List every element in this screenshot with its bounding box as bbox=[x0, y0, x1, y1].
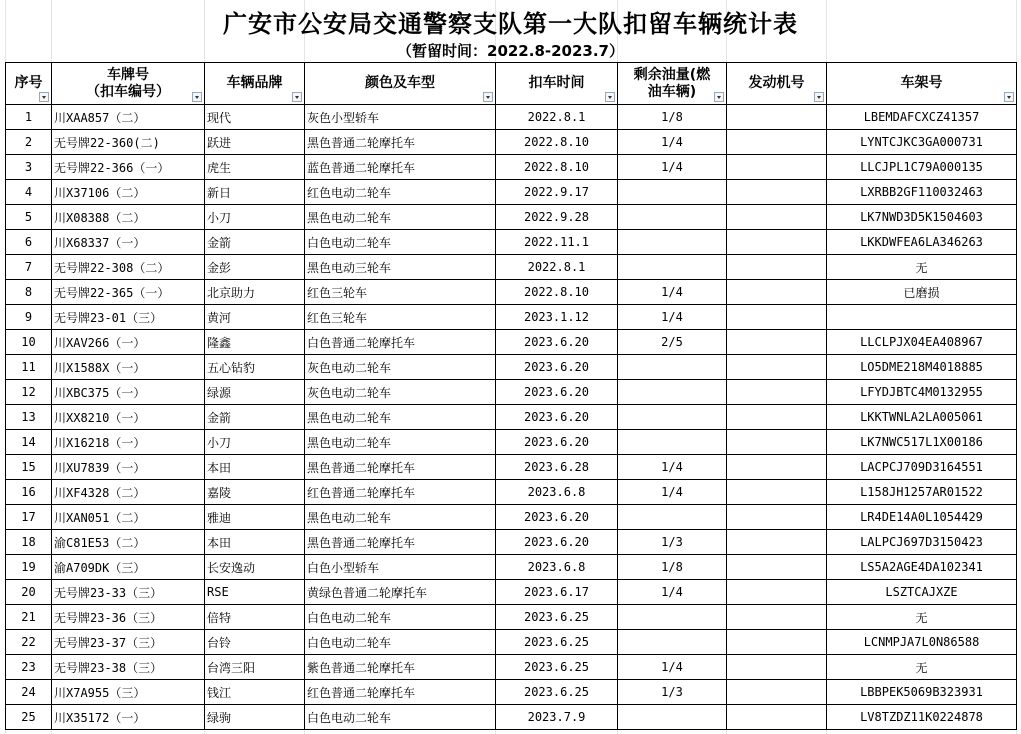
cell-brand[interactable]: 跃进 bbox=[205, 130, 305, 155]
cell-plate[interactable]: 无号牌22-360(二) bbox=[52, 130, 205, 155]
cell-vin[interactable]: LACPCJ709D3164551 bbox=[827, 455, 1017, 480]
cell-index[interactable]: 16 bbox=[6, 480, 52, 505]
cell-brand[interactable]: 长安逸动 bbox=[205, 555, 305, 580]
cell-vin[interactable]: LBEMDAFCXCZ41357 bbox=[827, 105, 1017, 130]
cell-fuel[interactable]: 1/3 bbox=[618, 530, 727, 555]
header-label: 剩余油量(燃 bbox=[633, 66, 711, 83]
header-label: 车架号 bbox=[900, 75, 943, 91]
cell-index[interactable]: 11 bbox=[6, 355, 52, 380]
cell-fuel[interactable] bbox=[618, 205, 727, 230]
cell-color-type[interactable]: 黑色电动二轮车 bbox=[305, 430, 496, 455]
cell-plate[interactable]: 川XAN051（二） bbox=[52, 505, 205, 530]
table-row bbox=[6, 555, 1017, 580]
cell-seize-time[interactable]: 2023.6.17 bbox=[496, 580, 618, 605]
cell-plate[interactable]: 川X68337（一） bbox=[52, 230, 205, 255]
header-label-sub: （扣车编号） bbox=[86, 83, 170, 100]
cell-index[interactable]: 21 bbox=[6, 605, 52, 630]
cell-vin[interactable]: LS5A2AGE4DA102341 bbox=[827, 555, 1017, 580]
cell-fuel[interactable] bbox=[618, 705, 727, 730]
cell-index[interactable]: 8 bbox=[6, 280, 52, 305]
cell-color-type[interactable]: 黑色电动二轮车 bbox=[305, 505, 496, 530]
cell-color-type[interactable]: 灰色电动二轮车 bbox=[305, 380, 496, 405]
cell-seize-time[interactable]: 2022.9.28 bbox=[496, 205, 618, 230]
cell-engine[interactable] bbox=[727, 380, 827, 405]
cell-seize-time[interactable]: 2023.6.20 bbox=[496, 530, 618, 555]
cell-plate[interactable]: 无号牌22-366（一） bbox=[52, 155, 205, 180]
cell-engine[interactable] bbox=[727, 680, 827, 705]
cell-engine[interactable] bbox=[727, 455, 827, 480]
cell-fuel[interactable]: 1/4 bbox=[618, 155, 727, 180]
cell-fuel[interactable]: 1/8 bbox=[618, 105, 727, 130]
cell-engine[interactable] bbox=[727, 205, 827, 230]
table-row bbox=[6, 180, 1017, 205]
table-row bbox=[6, 430, 1017, 455]
cell-index[interactable]: 18 bbox=[6, 530, 52, 555]
cell-fuel[interactable] bbox=[618, 405, 727, 430]
cell-index[interactable]: 15 bbox=[6, 455, 52, 480]
table-row bbox=[6, 655, 1017, 680]
cell-plate[interactable]: 川XBC375（一） bbox=[52, 380, 205, 405]
table-row bbox=[6, 130, 1017, 155]
cell-index[interactable]: 13 bbox=[6, 405, 52, 430]
table-row bbox=[6, 280, 1017, 305]
cell-brand[interactable]: 隆鑫 bbox=[205, 330, 305, 355]
cell-engine[interactable] bbox=[727, 405, 827, 430]
table-row bbox=[6, 705, 1017, 730]
cell-fuel[interactable]: 1/4 bbox=[618, 580, 727, 605]
cell-index[interactable]: 6 bbox=[6, 230, 52, 255]
cell-fuel[interactable]: 1/4 bbox=[618, 280, 727, 305]
cell-index[interactable]: 2 bbox=[6, 130, 52, 155]
cell-vin[interactable]: 无 bbox=[827, 605, 1017, 630]
table-row bbox=[6, 105, 1017, 130]
cell-fuel[interactable] bbox=[618, 605, 727, 630]
page-title: 广安市公安局交通警察支队第一大队扣留车辆统计表 bbox=[223, 9, 798, 38]
cell-color-type[interactable]: 黑色电动三轮车 bbox=[305, 255, 496, 280]
cell-index[interactable]: 23 bbox=[6, 655, 52, 680]
cell-fuel[interactable]: 1/4 bbox=[618, 130, 727, 155]
cell-fuel[interactable] bbox=[618, 505, 727, 530]
table-row bbox=[6, 255, 1017, 280]
table-row bbox=[6, 530, 1017, 555]
cell-engine[interactable] bbox=[727, 255, 827, 280]
cell-color-type[interactable]: 黑色普通二轮摩托车 bbox=[305, 455, 496, 480]
cell-brand[interactable]: 金箭 bbox=[205, 230, 305, 255]
filter-dropdown-icon[interactable] bbox=[814, 92, 824, 102]
filter-dropdown-icon[interactable] bbox=[714, 92, 724, 102]
cell-plate[interactable]: 川X35172（一） bbox=[52, 705, 205, 730]
filter-dropdown-icon[interactable] bbox=[605, 92, 615, 102]
cell-plate[interactable]: 渝A709DK（三） bbox=[52, 555, 205, 580]
cell-color-type[interactable]: 红色普通二轮摩托车 bbox=[305, 480, 496, 505]
cell-color-type[interactable]: 黄绿色普通二轮摩托车 bbox=[305, 580, 496, 605]
page-subtitle: （暂留时间：2022.8-2023.7） bbox=[397, 42, 624, 60]
table-row bbox=[6, 355, 1017, 380]
header-vin[interactable] bbox=[827, 63, 1017, 105]
cell-plate[interactable]: 川XAA857（二） bbox=[52, 105, 205, 130]
cell-vin[interactable]: 无 bbox=[827, 655, 1017, 680]
cell-plate[interactable]: 川X7A955（三） bbox=[52, 680, 205, 705]
cell-plate[interactable]: 无号牌23-38（三） bbox=[52, 655, 205, 680]
cell-fuel[interactable]: 1/3 bbox=[618, 680, 727, 705]
cell-vin[interactable]: L158JH1257AR01522 bbox=[827, 480, 1017, 505]
vehicle-table bbox=[5, 62, 1017, 730]
cell-seize-time[interactable]: 2023.6.8 bbox=[496, 555, 618, 580]
cell-index[interactable]: 7 bbox=[6, 255, 52, 280]
cell-engine[interactable] bbox=[727, 430, 827, 455]
header-label: 序号 bbox=[14, 75, 43, 91]
cell-color-type[interactable]: 白色小型轿车 bbox=[305, 555, 496, 580]
cell-vin[interactable]: LBBPEK5069B323931 bbox=[827, 680, 1017, 705]
cell-fuel[interactable]: 1/4 bbox=[618, 455, 727, 480]
cell-color-type[interactable]: 灰色小型轿车 bbox=[305, 105, 496, 130]
cell-fuel[interactable]: 2/5 bbox=[618, 330, 727, 355]
cell-plate[interactable]: 川X16218（一） bbox=[52, 430, 205, 455]
cell-engine[interactable] bbox=[727, 605, 827, 630]
cell-vin[interactable]: LKKTWNLA2LA005061 bbox=[827, 405, 1017, 430]
cell-vin[interactable]: LO5DME218M4018885 bbox=[827, 355, 1017, 380]
cell-engine[interactable] bbox=[727, 130, 827, 155]
cell-brand[interactable]: 倍特 bbox=[205, 605, 305, 630]
cell-seize-time[interactable]: 2023.6.20 bbox=[496, 405, 618, 430]
cell-plate[interactable]: 川XAV266（一） bbox=[52, 330, 205, 355]
cell-fuel[interactable]: 1/4 bbox=[618, 655, 727, 680]
cell-brand[interactable]: 台湾三阳 bbox=[205, 655, 305, 680]
cell-index[interactable]: 14 bbox=[6, 430, 52, 455]
cell-brand[interactable]: 小刀 bbox=[205, 205, 305, 230]
cell-seize-time[interactable]: 2022.11.1 bbox=[496, 230, 618, 255]
cell-plate[interactable]: 川XX8210（一） bbox=[52, 405, 205, 430]
cell-index[interactable]: 20 bbox=[6, 580, 52, 605]
filter-dropdown-icon[interactable] bbox=[39, 92, 49, 102]
cell-color-type[interactable]: 黑色普通二轮摩托车 bbox=[305, 530, 496, 555]
cell-color-type[interactable]: 红色三轮车 bbox=[305, 305, 496, 330]
table-row bbox=[6, 455, 1017, 480]
cell-index[interactable]: 3 bbox=[6, 155, 52, 180]
cell-brand[interactable]: 虎生 bbox=[205, 155, 305, 180]
cell-brand[interactable]: 金箭 bbox=[205, 405, 305, 430]
cell-engine[interactable] bbox=[727, 705, 827, 730]
table-row bbox=[6, 630, 1017, 655]
cell-color-type[interactable]: 红色三轮车 bbox=[305, 280, 496, 305]
cell-index[interactable]: 24 bbox=[6, 680, 52, 705]
cell-brand[interactable]: 现代 bbox=[205, 105, 305, 130]
cell-engine[interactable] bbox=[727, 580, 827, 605]
cell-vin[interactable]: LCNMPJA7L0N86588 bbox=[827, 630, 1017, 655]
cell-brand[interactable]: 嘉陵 bbox=[205, 480, 305, 505]
cell-engine[interactable] bbox=[727, 480, 827, 505]
cell-vin[interactable]: LKKDWFEA6LA346263 bbox=[827, 230, 1017, 255]
cell-color-type[interactable]: 紫色普通二轮摩托车 bbox=[305, 655, 496, 680]
header-label: 发动机号 bbox=[748, 75, 805, 91]
cell-vin[interactable] bbox=[827, 305, 1017, 330]
cell-plate[interactable]: 无号牌23-01（三） bbox=[52, 305, 205, 330]
cell-seize-time[interactable]: 2022.8.1 bbox=[496, 105, 618, 130]
cell-engine[interactable] bbox=[727, 280, 827, 305]
cell-vin[interactable]: LFYDJBTC4M0132955 bbox=[827, 380, 1017, 405]
header-label-sub: 油车辆) bbox=[647, 83, 697, 100]
cell-seize-time[interactable]: 2023.6.25 bbox=[496, 605, 618, 630]
table-row bbox=[6, 155, 1017, 180]
cell-vin[interactable]: LALPCJ697D3150423 bbox=[827, 530, 1017, 555]
cell-engine[interactable] bbox=[727, 330, 827, 355]
cell-color-type[interactable]: 白色电动二轮车 bbox=[305, 605, 496, 630]
cell-color-type[interactable]: 白色电动二轮车 bbox=[305, 230, 496, 255]
cell-seize-time[interactable]: 2023.6.28 bbox=[496, 455, 618, 480]
header-seize-time[interactable] bbox=[496, 63, 618, 105]
cell-color-type[interactable]: 红色电动二轮车 bbox=[305, 180, 496, 205]
cell-brand[interactable]: 雅迪 bbox=[205, 505, 305, 530]
cell-color-type[interactable]: 灰色电动二轮车 bbox=[305, 355, 496, 380]
cell-seize-time[interactable]: 2022.8.10 bbox=[496, 155, 618, 180]
cell-seize-time[interactable]: 2023.6.20 bbox=[496, 430, 618, 455]
table-body bbox=[6, 105, 1017, 730]
cell-fuel[interactable]: 1/4 bbox=[618, 305, 727, 330]
cell-vin[interactable]: LSZTCAJXZE bbox=[827, 580, 1017, 605]
cell-engine[interactable] bbox=[727, 105, 827, 130]
cell-brand[interactable]: 绿源 bbox=[205, 380, 305, 405]
cell-seize-time[interactable]: 2022.9.17 bbox=[496, 180, 618, 205]
table-row bbox=[6, 405, 1017, 430]
cell-seize-time[interactable]: 2023.6.20 bbox=[496, 330, 618, 355]
cell-color-type[interactable]: 黑色普通二轮摩托车 bbox=[305, 130, 496, 155]
cell-fuel[interactable] bbox=[618, 255, 727, 280]
cell-vin[interactable]: LK7NWD3D5K1504603 bbox=[827, 205, 1017, 230]
cell-fuel[interactable] bbox=[618, 630, 727, 655]
cell-index[interactable]: 19 bbox=[6, 555, 52, 580]
cell-index[interactable]: 10 bbox=[6, 330, 52, 355]
cell-vin[interactable]: LR4DE14A0L1054429 bbox=[827, 505, 1017, 530]
cell-plate[interactable]: 川XF4328（二） bbox=[52, 480, 205, 505]
cell-brand[interactable]: 本田 bbox=[205, 455, 305, 480]
cell-engine[interactable] bbox=[727, 655, 827, 680]
header-index[interactable] bbox=[6, 63, 52, 105]
cell-engine[interactable] bbox=[727, 355, 827, 380]
header-label: 颜色及车型 bbox=[365, 75, 435, 91]
cell-brand[interactable]: 小刀 bbox=[205, 430, 305, 455]
cell-color-type[interactable]: 黑色电动二轮车 bbox=[305, 405, 496, 430]
cell-index[interactable]: 4 bbox=[6, 180, 52, 205]
cell-vin[interactable]: 已磨损 bbox=[827, 280, 1017, 305]
cell-brand[interactable]: 本田 bbox=[205, 530, 305, 555]
cell-color-type[interactable]: 白色普通二轮摩托车 bbox=[305, 330, 496, 355]
cell-index[interactable]: 5 bbox=[6, 205, 52, 230]
cell-fuel[interactable] bbox=[618, 230, 727, 255]
cell-engine[interactable] bbox=[727, 555, 827, 580]
header-row bbox=[6, 63, 1017, 105]
cell-brand[interactable]: 新日 bbox=[205, 180, 305, 205]
cell-engine[interactable] bbox=[727, 305, 827, 330]
cell-engine[interactable] bbox=[727, 505, 827, 530]
table-row bbox=[6, 480, 1017, 505]
filter-dropdown-icon[interactable] bbox=[1004, 92, 1014, 102]
table-row bbox=[6, 330, 1017, 355]
cell-color-type[interactable]: 白色电动二轮车 bbox=[305, 630, 496, 655]
cell-brand[interactable]: 黄河 bbox=[205, 305, 305, 330]
cell-fuel[interactable]: 1/8 bbox=[618, 555, 727, 580]
cell-seize-time[interactable]: 2023.6.25 bbox=[496, 630, 618, 655]
cell-brand[interactable]: 钱江 bbox=[205, 680, 305, 705]
cell-engine[interactable] bbox=[727, 230, 827, 255]
cell-brand[interactable]: 北京助力 bbox=[205, 280, 305, 305]
table-row bbox=[6, 505, 1017, 530]
header-brand[interactable] bbox=[205, 63, 305, 105]
cell-seize-time[interactable]: 2023.6.25 bbox=[496, 655, 618, 680]
cell-plate[interactable]: 渝C81E53（二） bbox=[52, 530, 205, 555]
header-label: 扣车时间 bbox=[528, 75, 585, 91]
table-row bbox=[6, 580, 1017, 605]
cell-color-type[interactable]: 黑色电动二轮车 bbox=[305, 205, 496, 230]
cell-brand[interactable]: 台铃 bbox=[205, 630, 305, 655]
cell-index[interactable]: 12 bbox=[6, 380, 52, 405]
cell-fuel[interactable]: 1/4 bbox=[618, 480, 727, 505]
cell-engine[interactable] bbox=[727, 630, 827, 655]
cell-plate[interactable]: 无号牌23-33（三） bbox=[52, 580, 205, 605]
cell-engine[interactable] bbox=[727, 180, 827, 205]
table-row bbox=[6, 305, 1017, 330]
cell-seize-time[interactable]: 2023.6.20 bbox=[496, 505, 618, 530]
cell-plate[interactable]: 川X08388（二） bbox=[52, 205, 205, 230]
cell-fuel[interactable] bbox=[618, 380, 727, 405]
cell-brand[interactable]: 五心钻豹 bbox=[205, 355, 305, 380]
cell-fuel[interactable] bbox=[618, 180, 727, 205]
cell-vin[interactable]: 无 bbox=[827, 255, 1017, 280]
cell-seize-time[interactable]: 2023.6.20 bbox=[496, 355, 618, 380]
table-row bbox=[6, 605, 1017, 630]
header-label: 车辆品牌 bbox=[226, 75, 283, 91]
cell-plate[interactable]: 川X1588X（一） bbox=[52, 355, 205, 380]
cell-plate[interactable]: 无号牌23-36（三） bbox=[52, 605, 205, 630]
cell-vin[interactable]: LK7NWC517L1X00186 bbox=[827, 430, 1017, 455]
cell-color-type[interactable]: 白色电动二轮车 bbox=[305, 705, 496, 730]
cell-index[interactable]: 1 bbox=[6, 105, 52, 130]
cell-vin[interactable]: LV8TZDZ11K0224878 bbox=[827, 705, 1017, 730]
cell-vin[interactable]: LXRBB2GF110032463 bbox=[827, 180, 1017, 205]
table-row bbox=[6, 680, 1017, 705]
cell-fuel[interactable] bbox=[618, 430, 727, 455]
header-fuel[interactable] bbox=[618, 63, 727, 105]
table-row bbox=[6, 230, 1017, 255]
header-engine[interactable] bbox=[727, 63, 827, 105]
cell-brand[interactable]: 金彭 bbox=[205, 255, 305, 280]
cell-seize-time[interactable]: 2022.8.10 bbox=[496, 130, 618, 155]
cell-fuel[interactable] bbox=[618, 355, 727, 380]
cell-index[interactable]: 9 bbox=[6, 305, 52, 330]
cell-seize-time[interactable]: 2022.8.1 bbox=[496, 255, 618, 280]
cell-engine[interactable] bbox=[727, 155, 827, 180]
cell-vin[interactable]: LYNTCJKC3GA000731 bbox=[827, 130, 1017, 155]
cell-vin[interactable]: LLCLPJX04EA408967 bbox=[827, 330, 1017, 355]
cell-color-type[interactable]: 蓝色普通二轮摩托车 bbox=[305, 155, 496, 180]
cell-plate[interactable]: 无号牌23-37（三） bbox=[52, 630, 205, 655]
table-row bbox=[6, 380, 1017, 405]
cell-plate[interactable]: 川XU7839（一） bbox=[52, 455, 205, 480]
cell-seize-time[interactable]: 2023.6.25 bbox=[496, 680, 618, 705]
cell-plate[interactable]: 川X37106（二） bbox=[52, 180, 205, 205]
cell-brand[interactable]: 绿驹 bbox=[205, 705, 305, 730]
header-label: 车牌号 bbox=[107, 66, 149, 83]
cell-seize-time[interactable]: 2023.1.12 bbox=[496, 305, 618, 330]
header-plate[interactable] bbox=[52, 63, 205, 105]
table-row bbox=[6, 205, 1017, 230]
cell-vin[interactable]: LLCJPL1C79A000135 bbox=[827, 155, 1017, 180]
filter-dropdown-icon[interactable] bbox=[192, 92, 202, 102]
cell-index[interactable]: 17 bbox=[6, 505, 52, 530]
cell-plate[interactable]: 无号牌22-365（一） bbox=[52, 280, 205, 305]
cell-seize-time[interactable]: 2023.7.9 bbox=[496, 705, 618, 730]
cell-seize-time[interactable]: 2023.6.8 bbox=[496, 480, 618, 505]
cell-engine[interactable] bbox=[727, 530, 827, 555]
header-color-type[interactable] bbox=[305, 63, 496, 105]
cell-brand[interactable]: RSE bbox=[205, 580, 305, 605]
cell-index[interactable]: 22 bbox=[6, 630, 52, 655]
filter-dropdown-icon[interactable] bbox=[483, 92, 493, 102]
cell-seize-time[interactable]: 2023.6.20 bbox=[496, 380, 618, 405]
cell-plate[interactable]: 无号牌22-308（二） bbox=[52, 255, 205, 280]
cell-index[interactable]: 25 bbox=[6, 705, 52, 730]
filter-dropdown-icon[interactable] bbox=[292, 92, 302, 102]
cell-color-type[interactable]: 红色普通二轮摩托车 bbox=[305, 680, 496, 705]
cell-seize-time[interactable]: 2022.8.10 bbox=[496, 280, 618, 305]
